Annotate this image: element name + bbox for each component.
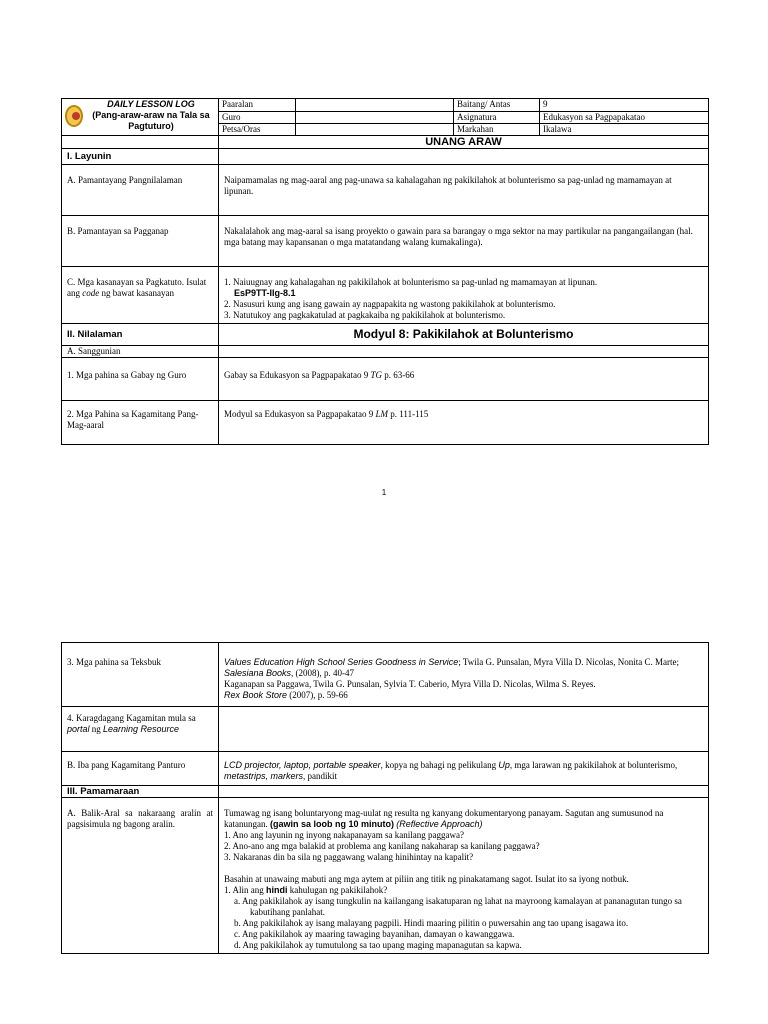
section3-title: III. Pamamaraan	[62, 786, 219, 798]
teksbuk-pages-1: , (2008), p. 40-47	[291, 668, 355, 678]
kasanayan-item: 3. Natutukoy ang pagkakatulad at pagkakaiba ng pakikilahok at bolunterismo.	[224, 310, 506, 320]
header-logo-cell	[62, 99, 219, 136]
teksbuk-label: 3. Mga pahina sa Teksbuk	[62, 643, 219, 707]
teksbuk-pages-2: (2007), p. 59-66	[289, 690, 348, 700]
balik-aral-question: 2. Ano-ano ang mga balakid at problema ang kanilang nakaharap sa kanilang paggawa?	[224, 841, 540, 851]
baitang-label: Baitang/ Antas	[454, 99, 540, 112]
kasanayan-list	[219, 267, 709, 324]
gabay-guro-text	[219, 358, 709, 401]
baitang-value: 9	[540, 99, 709, 112]
markahan-label: Markahan	[454, 124, 540, 136]
iba-kagamitan-em2: Up	[498, 760, 510, 770]
balik-aral-time: (gawin sa loob ng 10 minuto)	[269, 819, 394, 829]
karagdagang-label-resource: Learning Resource	[103, 724, 180, 734]
quiz-choice: b. Ang pakikilahok ay isang malayang pagpili. Hindi maaring pilitin o puwersahin ang tao upang isagawa ito.	[234, 918, 629, 928]
gabay-guro-text-post: p. 63-66	[384, 370, 415, 380]
pahina-kagamitan-text-pre: Modyul sa Edukasyon sa Pagpapakatao 9	[224, 409, 374, 419]
iba-kagamitan-t2: , mga larawan ng pakikilahok at bolunterismo,	[509, 760, 678, 770]
karagdagang-kagamitan-label	[62, 707, 219, 752]
quiz-choices	[224, 896, 703, 951]
kasanayan-item: 2. Nasusuri kung ang isang gawain ay nagpapakita ng wastong pakikilahok at bolunterismo.	[224, 299, 556, 309]
pahina-kagamitan-text-em: LM	[375, 409, 388, 419]
iba-kagamitan-em1: LCD projector, laptop, portable speaker	[224, 760, 381, 770]
asignatura-value: Edukasyon sa Pagpapakatao	[540, 112, 709, 124]
pahina-kagamitan-text	[219, 401, 709, 445]
kasanayan-item: 1. Naiuugnay ang kahalagahan ng pakikilahok at bolunterismo sa pag-unlad ng mamamayan at lipunan.	[224, 277, 598, 287]
kasanayan-label-part1: C. Mga kasanayan sa Pagkatuto. Isulat ang	[67, 277, 207, 298]
balik-aral-intro-text: Tumawag ng isang boluntaryong mag-uulat ng resulta ng kanyang dokumentaryong panayam. Sagutan ang sumusunod na katanungan.	[224, 808, 664, 829]
kasanayan-label-part2: ng bawat kasanayan	[101, 288, 174, 298]
header-subtitle: (Pang-araw-araw na Tala sa Pagtuturo)	[92, 110, 210, 131]
iba-kagamitan-text	[219, 752, 709, 786]
karagdagang-label-1: 4. Karagdagang Kagamitan mula sa	[67, 713, 196, 723]
sanggunian-empty	[219, 346, 709, 358]
pamantayang-pangnilalaman-text: Naipamamalas ng mag-aaral ang pag-unawa sa kahalagahan ng pakikilahok at bolunterismo sa pag-unlad ng mamamayan at lipunan.	[219, 165, 709, 216]
kasanayan-label	[62, 267, 219, 324]
gabay-guro-label: 1. Mga pahina sa Gabay ng Guro	[62, 358, 219, 401]
gabay-guro-text-pre: Gabay sa Edukasyon sa Pagpapakatao 9	[224, 370, 369, 380]
teksbuk-authors-1: ; Twila G. Punsalan, Myra Villa D. Nicolas, Nonita C. Marte;	[458, 657, 680, 667]
header-title-block	[87, 99, 215, 132]
section1-title: I. Layunin	[62, 149, 219, 165]
petsa-label: Petsa/Oras	[219, 124, 296, 136]
teksbuk-ref-2: Kaganapan sa Paggawa, Twila G. Punsalan, Sylvia T. Caberio, Myra Villa D. Nicolas, Wilma S. Reyes.	[224, 679, 596, 689]
section1-title-empty	[219, 149, 709, 165]
module-title: Modyul 8: Pakikilahok at Bolunterismo	[219, 324, 709, 346]
quiz-choice: a. Ang pakikilahok ay isang tungkulin na kailangang isakatuparan ng lahat na mayroong kamalayan at pananagutan tungo sa kabutihang panlahat.	[234, 896, 682, 917]
balik-aral-approach: (Reflective Approach)	[396, 819, 483, 829]
deped-seal-icon	[65, 105, 83, 127]
pahina-kagamitan-label: 2. Mga Pahina sa Kagamitang Pang-Mag-aaral	[62, 401, 219, 445]
balik-aral-question: 1. Ano ang layunin ng inyong nakapanayam sa kanilang paggawa?	[224, 830, 464, 840]
balik-aral-intro	[224, 808, 703, 830]
day-title: UNANG ARAW	[219, 136, 709, 149]
kasanayan-code: EsP9TT-IIg-8.1	[234, 288, 296, 298]
gabay-guro-text-em: TG	[370, 370, 382, 380]
page-number: 1	[381, 488, 387, 497]
blank-cell	[62, 136, 219, 149]
petsa-value	[296, 124, 454, 136]
lesson-log-table-page2	[61, 642, 709, 954]
quiz-question-1	[224, 885, 703, 896]
karagdagang-label-2: ng	[91, 724, 101, 734]
guro-label: Guro	[219, 112, 296, 124]
quiz-choice: d. Ang pakikilahok ay tumutulong sa tao upang maging mapanagutan sa kapwa.	[234, 940, 522, 950]
balik-aral-label: A. Balik-Aral sa nakaraang aralin at pagsisimula ng bagong aralin.	[62, 798, 219, 954]
section2-title: II. Nilalaman	[62, 324, 219, 346]
iba-kagamitan-t3: , pandikit	[303, 771, 338, 781]
teksbuk-publisher-1: Salesiana Books	[224, 668, 292, 678]
balik-aral-question: 3. Nakaranas din ba sila ng paggawang walang hinihintay na kapalit?	[224, 852, 474, 862]
quiz-q1-pre: 1. Alin ang	[224, 885, 264, 895]
paaralan-value	[296, 99, 454, 112]
sanggunian-label: A. Sanggunian	[62, 346, 219, 358]
quiz-choice: c. Ang pakikilahok ay maaring tawaging bayanihan, damayan o kawanggawa.	[234, 929, 515, 939]
balik-aral-content	[219, 798, 709, 954]
lesson-log-table-page1	[61, 98, 709, 445]
karagdagang-label-portal: portal	[67, 724, 90, 734]
header-title: DAILY LESSON LOG	[107, 99, 195, 109]
karagdagang-kagamitan-value	[219, 707, 709, 752]
pamantayan-pagganap-label: B. Pamantayan sa Pagganap	[62, 216, 219, 267]
markahan-value: Ikalawa	[540, 124, 709, 136]
iba-kagamitan-label: B. Iba pang Kagamitang Panturo	[62, 752, 219, 786]
teksbuk-text	[219, 643, 709, 707]
teksbuk-publisher-2: Rex Book Store	[224, 690, 288, 700]
paaralan-label: Paaralan	[219, 99, 296, 112]
section3-title-empty	[219, 786, 709, 798]
kasanayan-label-code: code	[82, 288, 100, 298]
balik-aral-instruction: Basahin at unawaing mabuti ang mga aytem at piliin ang titik ng pinakatamang sagot. Isulat ito sa iyong notbuk.	[224, 874, 629, 884]
guro-value	[296, 112, 454, 124]
iba-kagamitan-em3: metastrips, markers	[224, 771, 304, 781]
teksbuk-title-1: Values Education High School Series Goodness in Service	[224, 657, 459, 667]
quiz-q1-post: kahulugan ng pakikilahok?	[289, 885, 388, 895]
pahina-kagamitan-text-post: p. 111-115	[390, 409, 429, 419]
quiz-q1-bold: hindi	[266, 885, 288, 895]
asignatura-label: Asignatura	[454, 112, 540, 124]
iba-kagamitan-t1: , kopya ng bahagi ng pelikulang	[380, 760, 497, 770]
pamantayang-pangnilalaman-label: A. Pamantayang Pangnilalaman	[62, 165, 219, 216]
pamantayan-pagganap-text: Nakalalahok ang mag-aaral sa isang proyekto o gawain para sa barangay o mga sektor na may partikular na pangangailangan (hal. mga batang may kapansanan o mga matatandang walang kumakalinga).	[219, 216, 709, 267]
